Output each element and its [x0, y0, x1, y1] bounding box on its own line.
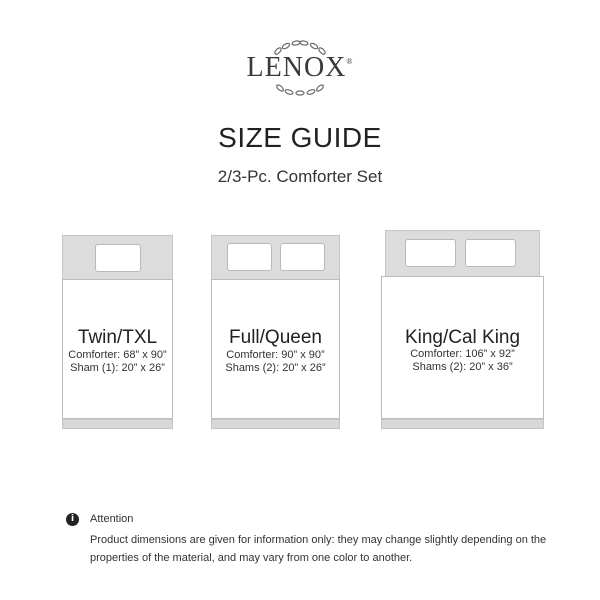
bed-king-diagram — [385, 230, 540, 429]
page-title: SIZE GUIDE — [218, 122, 382, 153]
pillow-sham — [227, 243, 272, 271]
attention-heading: Attention — [90, 513, 134, 525]
bed-full-queen-diagram — [211, 235, 340, 429]
brand-name: LENOX® — [246, 52, 354, 83]
sham-dimensions: Shams (2): 20” x 26” — [225, 362, 326, 374]
bed-size-name: Twin/TXL — [77, 327, 158, 348]
comforter-dimensions: Comforter: 90” x 90” — [226, 349, 325, 361]
sham-dimensions: Sham (1): 20” x 26” — [70, 362, 165, 374]
sham-dimensions: Shams (2): 20” x 36” — [412, 361, 513, 373]
bed-footer — [381, 419, 544, 429]
bed-size-name: King/Cal King — [404, 327, 521, 348]
brand-logo — [0, 38, 600, 98]
bed-twin-diagram — [62, 235, 173, 429]
attention-text: Product dimensions are given for information only: they may change slightly depending on the properties of the material, and may vary from one color to another. — [90, 534, 547, 564]
page-subtitle: 2/3-Pc. Comforter Set — [217, 167, 383, 186]
pillow-sham — [465, 239, 516, 267]
comforter-dimensions: Comforter: 68” x 90” — [68, 349, 167, 361]
pillow-sham — [405, 239, 456, 267]
pillow-sham — [280, 243, 325, 271]
info-icon: i — [66, 513, 79, 526]
bed-footer — [62, 419, 173, 429]
pillow-sham — [95, 244, 141, 272]
bed-footer — [211, 419, 340, 429]
comforter-dimensions: Comforter: 106” x 92” — [410, 348, 515, 360]
bed-size-name: Full/Queen — [229, 327, 322, 348]
